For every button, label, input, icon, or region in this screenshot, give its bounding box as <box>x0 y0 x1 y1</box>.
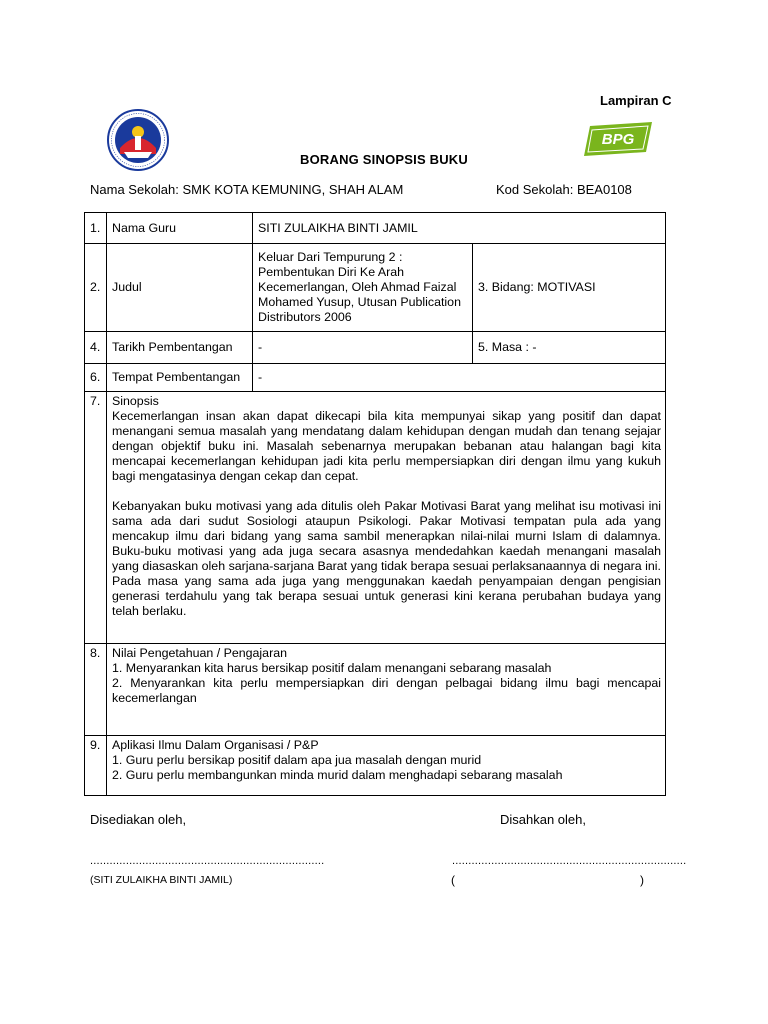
field-time: 5. Masa : - <box>473 332 666 364</box>
field-label: Tarikh Pembentangan <box>107 332 253 364</box>
application-heading: Aplikasi Ilmu Dalam Organisasi / P&P <box>112 738 319 752</box>
presentation-date-value: - <box>253 332 473 364</box>
book-title-value: Keluar Dari Tempurung 2 : Pembentukan Diri Ke Arah Kecemerlangan, Oleh Ahmad Faizal Mohamed Yusup, Utusan Publication Distributors 2006 <box>253 244 473 332</box>
row-number: 1. <box>85 213 107 244</box>
row-number: 8. <box>85 644 107 736</box>
prepared-by-label: Disediakan oleh, <box>90 812 187 827</box>
approver-paren-close: ) <box>640 873 644 887</box>
row-number: 6. <box>85 364 107 392</box>
row-number: 4. <box>85 332 107 364</box>
school-code: Kod Sekolah: BEA0108 <box>496 182 632 197</box>
values-heading: Nilai Pengetahuan / Pengajaran <box>112 646 287 660</box>
field-label: Judul <box>107 244 253 332</box>
school-name: Nama Sekolah: SMK KOTA KEMUNING, SHAH ALAM <box>90 182 404 197</box>
field-category: 3. Bidang: MOTIVASI <box>473 244 666 332</box>
preparer-name: (SITI ZULAIKHA BINTI JAMIL) <box>90 874 233 886</box>
row-presentation-date <box>85 332 666 364</box>
field-label: Tempat Pembentangan <box>107 364 253 392</box>
signature-line-left: ........................................................................ <box>90 855 325 867</box>
application-cell <box>107 736 666 796</box>
row-title <box>85 244 666 332</box>
synopsis-form-table <box>84 212 666 796</box>
row-number: 9. <box>85 736 107 796</box>
values-item: 2. Menyarankan kita perlu mempersiapkan diri dengan pelbagai bidang ilmu bagi mencapai kecemerlangan <box>112 676 661 705</box>
values-cell <box>107 644 666 736</box>
presentation-place-value: - <box>253 364 666 392</box>
field-label: Nama Guru <box>107 213 253 244</box>
row-number: 2. <box>85 244 107 332</box>
values-item: 1. Menyarankan kita harus bersikap positif dalam menangani sebarang masalah <box>112 661 552 675</box>
row-presentation-place <box>85 364 666 392</box>
row-synopsis <box>85 392 666 644</box>
appendix-label: Lampiran C <box>600 93 672 108</box>
signature-line-right: ........................................................................ <box>452 855 687 867</box>
row-application <box>85 736 666 796</box>
application-item: 1. Guru perlu bersikap positif dalam apa jua masalah dengan murid <box>112 753 482 767</box>
row-values <box>85 644 666 736</box>
row-teacher-name <box>85 213 666 244</box>
synopsis-paragraph: Kecemerlangan insan akan dapat dikecapi bila kita mempunyai sikap yang positif dan dapat menangani semua masalah yang mendatang dalam kehidupan dengan mudah dan tenang sejajar dengan objektif buku ini. Masalah sebenarnya merupakan bebanan atau halangan bagi kita mencapai kecemerlangan kehidupan jadi kita perlu mempersiapkan diri dengan ilmu yang kukuh bagi mengatasinya dengan cekap dan cepat. <box>112 409 661 483</box>
form-title: BORANG SINOPSIS BUKU <box>300 152 468 167</box>
synopsis-cell <box>107 392 666 644</box>
approved-by-label: Disahkan oleh, <box>500 812 586 827</box>
approver-paren-open: ( <box>451 873 455 887</box>
row-number: 7. <box>85 392 107 644</box>
bpg-logo-text: BPG <box>601 131 635 148</box>
application-item: 2. Guru perlu membangunkan minda murid dalam menghadapi sebarang masalah <box>112 768 563 782</box>
teacher-name-value: SITI ZULAIKHA BINTI JAMIL <box>253 213 666 244</box>
synopsis-heading: Sinopsis <box>112 394 159 408</box>
synopsis-paragraph: Kebanyakan buku motivasi yang ada ditulis oleh Pakar Motivasi Barat yang melihat isu motivasi ini sama ada dari sudut Sosiologi ataupun Psikologi. Pakar Motivasi tempatan pula ada yang mencakup ilmu dari bidang yang sama sambil menerapkan nilai-nilai murni Islam di dalamnya. Buku-buku motivasi yang ada juga secara asasnya mendedahkan kaedah menangani masalah yang diasaskan oleh sarjana-sarjana Barat yang tidak berapa sesuai perlaksanaannya di negara ini. Pada masa yang sama ada juga yang menggunakan kaedah penyampaian dengan pengisian generasi terdahulu yang tak berapa sesuai untuk generasi kini kerana perubahan budaya yang telah berlaku. <box>112 499 661 618</box>
